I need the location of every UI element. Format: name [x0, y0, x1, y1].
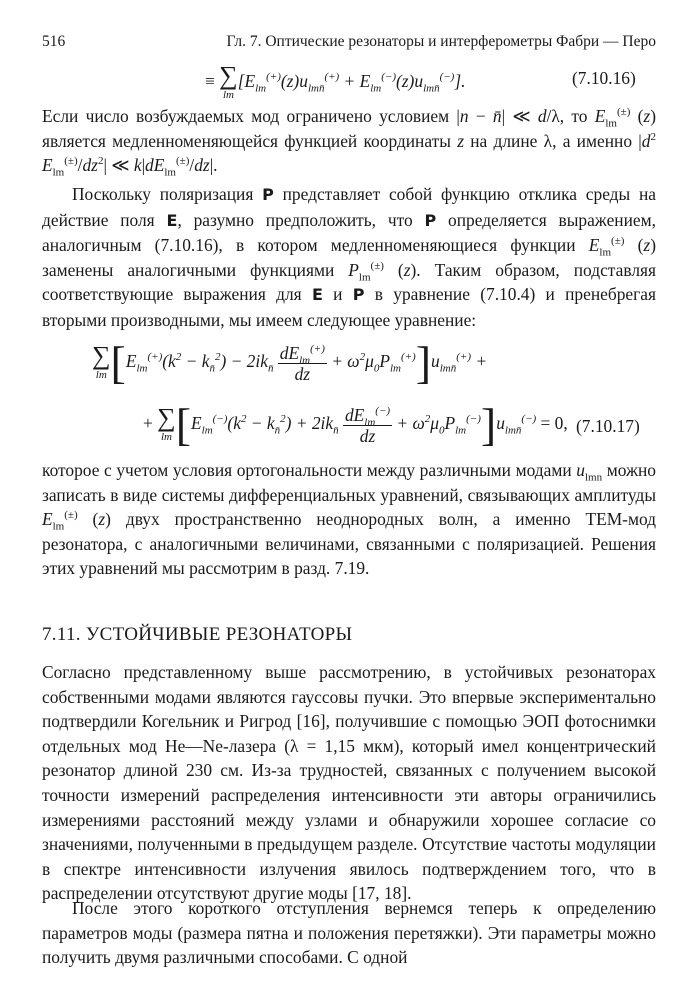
section-heading: 7.11. УСТОЙЧИВЫЕ РЕЗОНАТОРЫ	[42, 624, 353, 645]
equation-7-10-16: ≡ ∑ lm $[E_{lm}^{(+)}(z)u_{lmn̄}^{(+)} + E_{lm}^{(-)}(z)u_{lmn̄}^{(-)}]$.	[205, 61, 466, 101]
page-header	[42, 30, 656, 52]
paragraph-4: Согласно представленному выше рассмотрению, в устойчивых резонаторах собственными модами являются гауссовы пучки. Это впервые экспериментально подтвердили Когельник и Ригрод [16], получившие с помощью ЭОП фотоснимки отдельных мод He—Ne-лазера (λ = 1,15 мкм), который имел концентрический резонатор длиной 230 см. Из-за трудностей, связанных с получением высокой точности измерений распределения интенсивности эти авторы ограничились измерениями расстояний между узлами и обнаружили хорошее согласие со значениями, полученными в предыдущем разделе. Отсутствие частоты модуляции в спектре интенсивности излучения явилось подтверждением того, что в распределении отсутствуют другие моды [17, 18].	[42, 662, 656, 904]
running-title: Гл. 7. Оптические резонаторы и интерферометры Фабри — Перо	[226, 33, 656, 50]
equation-7-10-17-line-1: ∑ lm [$E_{lm}^{(+)}(k^2 - k_{n̄}^2) - 2ik_{n̄}$ $\frac{dE_{lm}^{(+)}}{dz}$ + $\omega^2\mu_0P_{lm}^{(+)}]u_{lmn̄}^{(+)}$ +	[92, 337, 488, 388]
paragraph-5: После этого короткого отступления вернемся теперь к определению параметров моды (размера пятна и положения перетяжки). Эти параметры можно получить двумя различными способами. С одной	[42, 898, 656, 968]
paragraph-3: которое с учетом условия ортогональности между различными модами $u_{lmn}$ можно записать в виде системы дифференциальных уравнений, связывающих амплитуды $E_{lm}^{(\pm)}$ (z) двух пространственно неоднородных волн, а именно ТЕМ-мод резонатора, с аналогичными величинами, связанными с поляризацией. Решения этих уравнений мы рассмотрим в разд. 7.19.	[42, 460, 657, 579]
paragraph-1: Если число возбуждаемых мод ограничено условием |n − n̄| ≪ d/λ, то $E_{lm}^{(\pm)}$ (z) является медленноменяющейся функцией координаты z на длине λ, а именно $|d^2$ $E_{lm}^{(\pm)}/dz^2|$ ≪ $k|dE_{lm}^{(\pm)}/dz|$.	[42, 106, 656, 179]
equation-7-10-17-line-2: + ∑ lm [$E_{lm}^{(-)}(k^2 - k_{n̄}^2) + 2ik_{n̄}$ $\frac{dE_{lm}^{(-)}}{dz}$ + $\omega^2\mu_0P_{lm}^{(-)}]u_{lmn̄}^{(-)} = 0$,	[143, 399, 568, 450]
paragraph-2: Поскольку поляризация P представляет собой функцию отклика среды на действие поля E, разумно предположить, что P определяется выражением, аналогичным (7.10.16), в котором медленноменяющиеся функции $E_{lm}^{(\pm)}$ (z) заменены аналогичными функциями $P_{lm}^{(\pm)}$ (z). Таким образом, подставляя соответствующие выражения для E и P в уравнение (7.10.4) и пренебрегая вторыми производными, мы имеем следующее уравнение:	[42, 184, 656, 330]
page-number: 516	[42, 33, 66, 50]
equation-number-7-10-16: (7.10.16)	[572, 68, 636, 88]
equation-number-7-10-17: (7.10.17)	[576, 416, 640, 436]
